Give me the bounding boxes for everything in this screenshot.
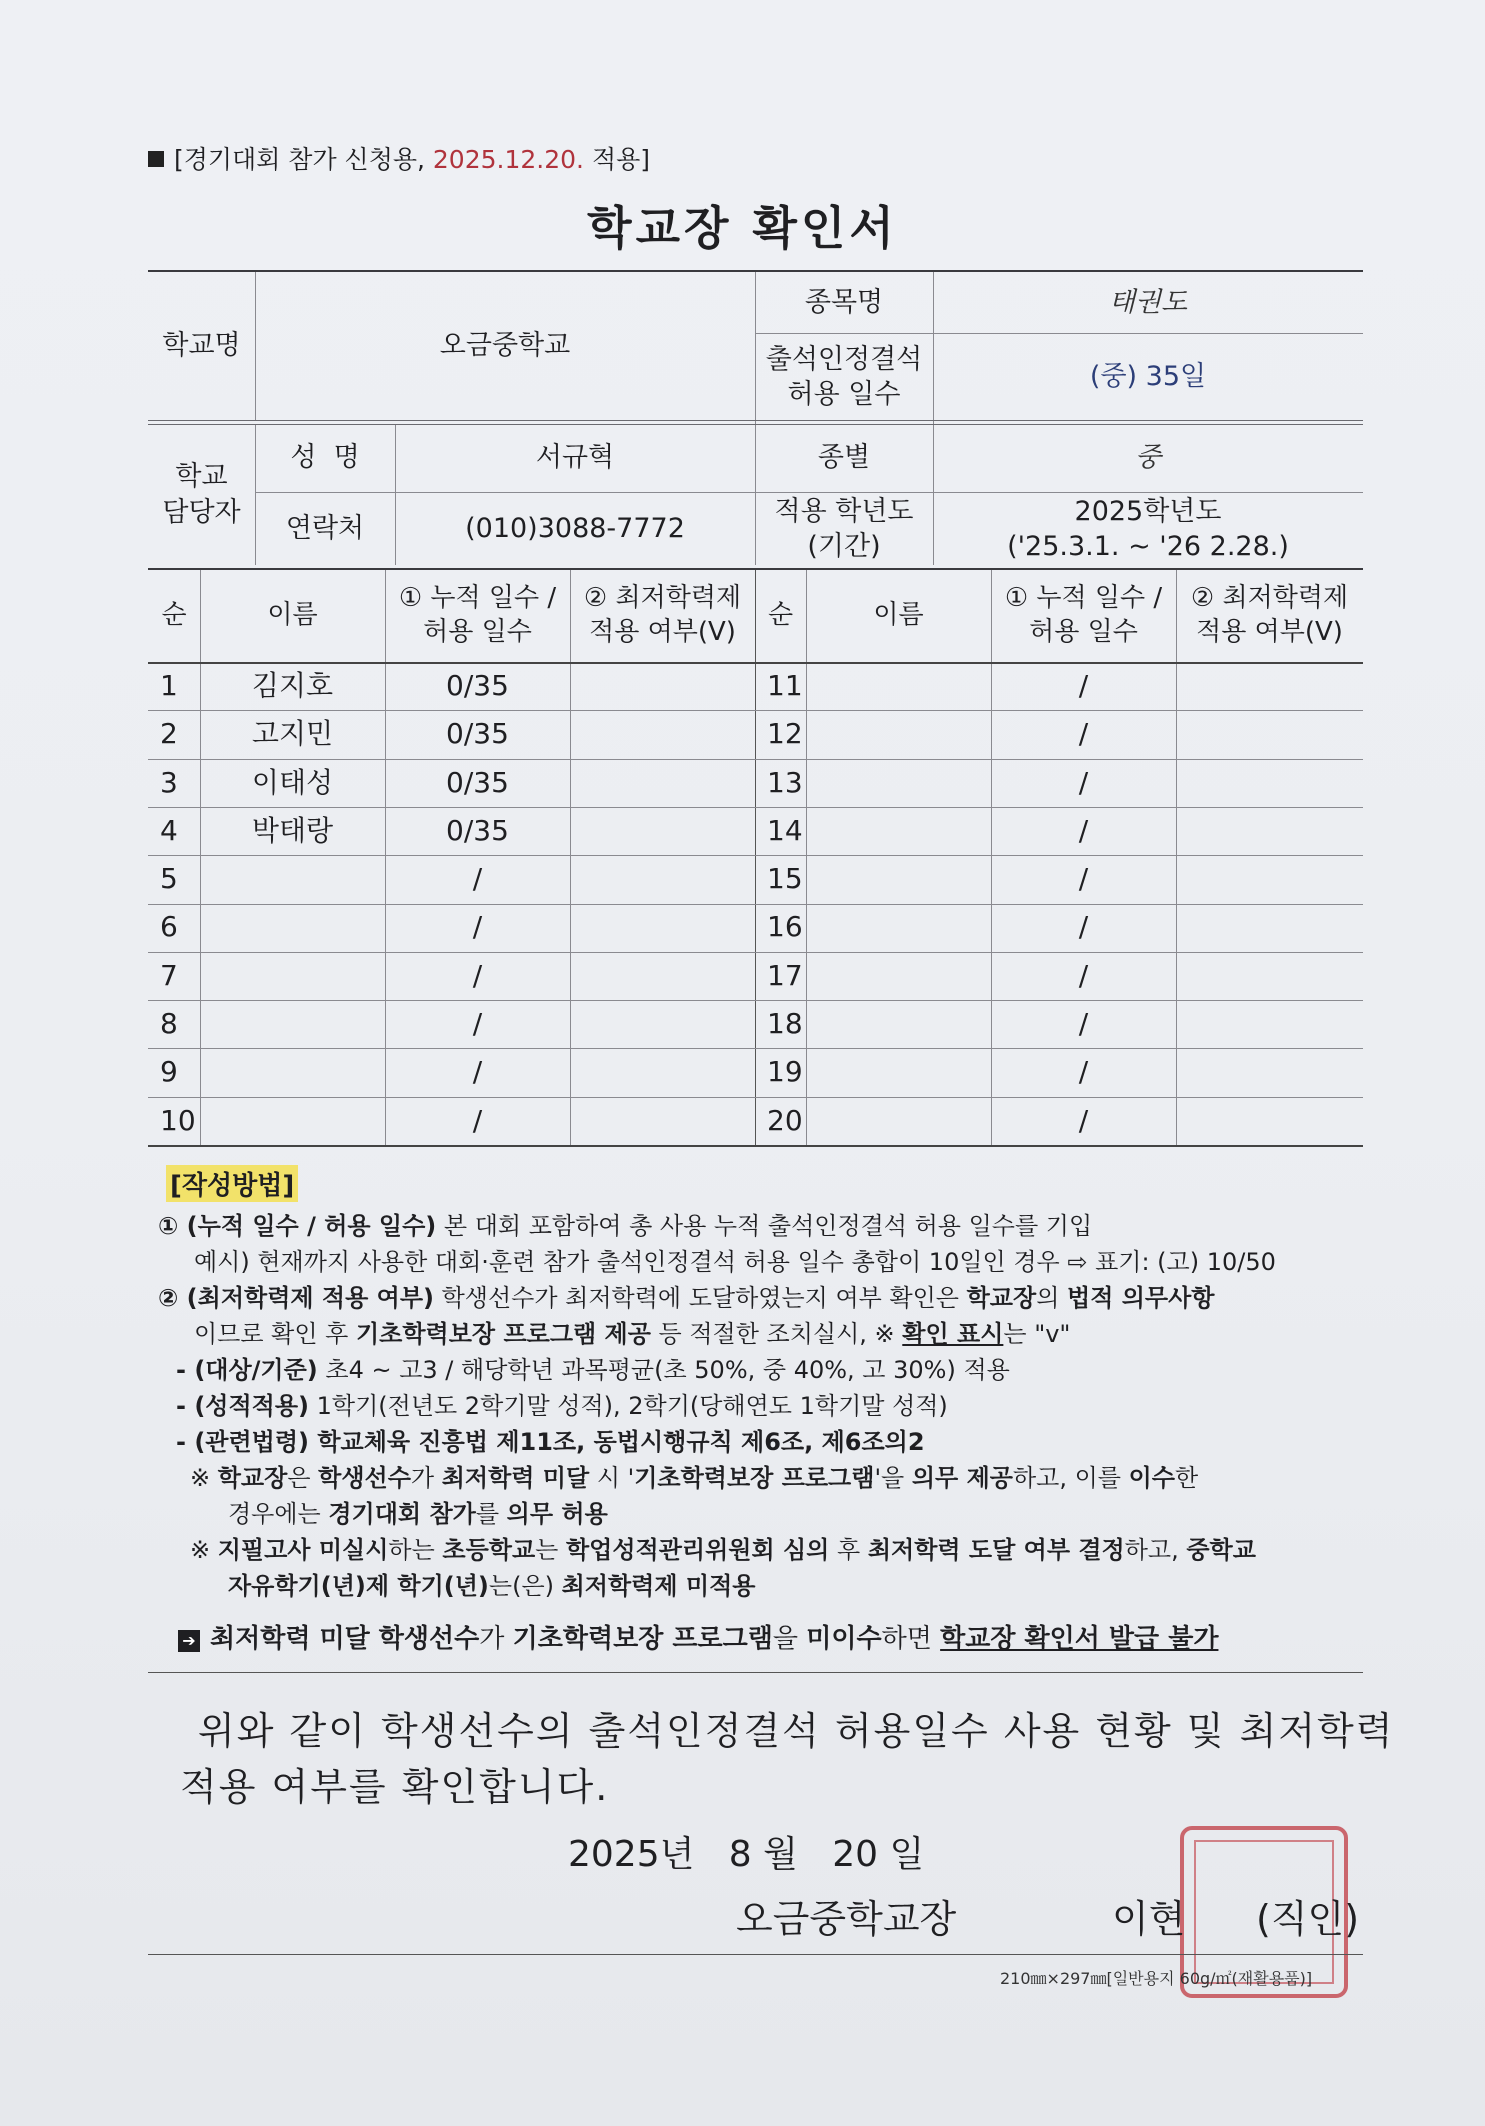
confirm-line-2: 적용 여부를 확인합니다.: [180, 1765, 610, 1809]
method-line-9: 경우에는 경기대회 참가를 의무 허용: [228, 1500, 608, 1528]
min-score-check: [1176, 1097, 1363, 1145]
used-days: /: [1078, 1055, 1089, 1089]
used-days: /: [1078, 1103, 1089, 1137]
manager-label: 학교 담당자: [162, 461, 241, 528]
student-name: [200, 1000, 385, 1048]
row-number: 17: [767, 958, 803, 992]
col-header-days: ① 누적 일수 / 허용 일수: [1004, 583, 1163, 647]
paper-spec-footer: 210㎜×297㎜[일반용지 60g/㎡(재활용품)]: [1000, 1969, 1313, 1988]
method-line-1: ① (누적 일수 / 허용 일수) 본 대회 포함하여 총 사용 누적 출석인정결석 허용 일수를 기입: [158, 1212, 1093, 1240]
student-name: 이태성: [251, 765, 334, 799]
min-score-check: [570, 952, 755, 1000]
used-days: /: [1078, 717, 1089, 751]
used-days: 0/35: [446, 717, 509, 751]
row-number: 6: [160, 910, 178, 944]
used-days: /: [472, 910, 483, 944]
method-line-11: 자유학기(년)제 학기(년)는(은) 최저학력제 미적용: [228, 1572, 756, 1600]
min-score-check: [1176, 952, 1363, 1000]
used-days: /: [1078, 668, 1089, 702]
min-score-check: [570, 710, 755, 758]
min-score-check: [1176, 1048, 1363, 1096]
student-name: [806, 662, 991, 710]
col-header-days: ① 누적 일수 / 허용 일수: [398, 583, 557, 647]
student-name: [806, 1097, 991, 1145]
used-days: /: [1078, 1007, 1089, 1041]
min-score-check: [1176, 759, 1363, 807]
student-name: [806, 1000, 991, 1048]
document-title: 학교장 확인서: [587, 201, 898, 255]
col-header-name: 이름: [873, 600, 924, 631]
contact-label: 연락처: [285, 513, 365, 545]
student-name: [806, 759, 991, 807]
principal-name: 이현: [1112, 1897, 1186, 1941]
row-number: 12: [767, 717, 803, 751]
student-name: 김지호: [251, 668, 334, 702]
seal-mark: (직인): [1256, 1897, 1360, 1941]
method-line-10: ※ 지필고사 미실시하는 초등학교는 학업성적관리위원회 심의 후 최저학력 도달 여부 결정하고, 중학교: [190, 1536, 1256, 1564]
allow-days-label: 출석인정결석 허용 일수: [765, 343, 923, 410]
row-number: 15: [767, 862, 803, 896]
min-score-check: [570, 1000, 755, 1048]
used-days: /: [472, 862, 483, 896]
method-line-6: - (성적적용) 1학기(전년도 2학기말 성적), 2학기(당해연도 1학기말 성적): [176, 1392, 948, 1420]
student-name: [806, 807, 991, 855]
min-score-check: [570, 759, 755, 807]
method-line-2: 예시) 현재까지 사용한 대회·훈련 참가 출석인정결석 허용 일수 총합이 10일인 경우 ⇨ 표기: (고) 10/50: [194, 1248, 1276, 1276]
used-days: 0/35: [446, 668, 509, 702]
school-label: 학교명: [162, 330, 241, 362]
used-days: /: [472, 1103, 483, 1137]
method-line-4: 이므로 확인 후 기초학력보장 프로그램 제공 등 적절한 조치실시, ※ 확인 표시는 "v": [194, 1320, 1071, 1348]
row-number: 11: [767, 668, 803, 702]
row-number: 19: [767, 1055, 803, 1089]
confirm-line-1: 위와 같이 학생선수의 출석인정결석 허용일수 사용 현황 및 최저학력: [198, 1709, 1395, 1753]
method-line-8: ※ 학교장은 학생선수가 최저학력 미달 시 '기초학력보장 프로그램'을 의무 제공하고, 이를 이수한: [190, 1464, 1199, 1492]
student-name: 고지민: [251, 717, 334, 751]
row-number: 8: [160, 1007, 178, 1041]
col-header-no: 순: [161, 600, 187, 631]
square-bullet-icon: [148, 151, 164, 167]
min-score-check: [1176, 855, 1363, 903]
used-days: /: [1078, 910, 1089, 944]
method-line-7: - (관련법령) 학교체육 진흥법 제11조, 동법시행규칙 제6조, 제6조의2: [176, 1428, 925, 1456]
kind-label: 종별: [817, 442, 871, 474]
min-score-check: [1176, 662, 1363, 710]
person-name-label: 성 명: [290, 442, 360, 474]
sport-label: 종목명: [804, 286, 884, 318]
min-score-check: [570, 1048, 755, 1096]
student-name: [200, 952, 385, 1000]
school-value: 오금중학교: [439, 330, 571, 362]
student-name: [806, 855, 991, 903]
principal-title: 오금중학교장: [736, 1897, 957, 1941]
min-score-check: [1176, 904, 1363, 952]
row-number: 16: [767, 910, 803, 944]
min-score-check: [1176, 710, 1363, 758]
min-score-check: [570, 662, 755, 710]
row-number: 3: [160, 765, 178, 799]
used-days: /: [472, 958, 483, 992]
student-name: [200, 1048, 385, 1096]
sport-value: 태권도: [1108, 286, 1188, 318]
row-number: 5: [160, 862, 178, 896]
row-number: 1: [160, 668, 178, 702]
row-number: 2: [160, 717, 178, 751]
min-score-check: [570, 807, 755, 855]
row-number: 7: [160, 958, 178, 992]
method-line-3: ② (최저학력제 적용 여부) 학생선수가 최저학력에 도달하였는지 여부 확인은 학교장의 법적 의무사항: [158, 1284, 1215, 1312]
student-name: [200, 1097, 385, 1145]
used-days: /: [472, 1007, 483, 1041]
apply-date: 2025.12.20.: [432, 145, 584, 174]
used-days: /: [1078, 958, 1089, 992]
used-days: 0/35: [446, 813, 509, 847]
method-title: [작성방법]: [166, 1165, 298, 1202]
student-name: [806, 904, 991, 952]
student-name: [806, 710, 991, 758]
used-days: /: [1078, 765, 1089, 799]
row-number: 9: [160, 1055, 178, 1089]
used-days: 0/35: [446, 765, 509, 799]
used-days: /: [1078, 813, 1089, 847]
col-header-min-score: ② 최저학력제 적용 여부(V): [583, 583, 742, 647]
kind-value: 중: [1134, 442, 1162, 474]
student-name: [806, 1048, 991, 1096]
usage-label: [경기대회 참가 신청용, 2025.12.20. 적용]: [148, 140, 650, 176]
row-number: 4: [160, 813, 178, 847]
person-name-value: 서규혁: [535, 442, 615, 474]
student-name: 박태랑: [251, 813, 334, 847]
year-value: 2025학년도 ('25.3.1. ~ '26 2.28.): [1007, 495, 1289, 562]
min-score-check: [570, 855, 755, 903]
col-header-no: 순: [767, 600, 794, 631]
row-number: 13: [767, 765, 803, 799]
student-name: [200, 855, 385, 903]
contact-value: (010)3088-7772: [465, 513, 685, 545]
col-header-min-score: ② 최저학력제 적용 여부(V): [1190, 583, 1349, 647]
row-number: 18: [767, 1007, 803, 1041]
confirm-date: 2025년 8 월 20 일: [568, 1834, 925, 1875]
used-days: /: [1078, 862, 1089, 896]
row-number: 20: [767, 1103, 803, 1137]
allow-days-value: (중) 35일: [1089, 361, 1207, 393]
arrow-box-icon: ➔: [178, 1630, 200, 1652]
min-score-check: [1176, 807, 1363, 855]
min-score-check: [570, 904, 755, 952]
method-line-12: ➔ 최저학력 미달 학생선수가 기초학력보장 프로그램을 미이수하면 학교장 확인서 발급 불가: [178, 1624, 1218, 1655]
method-line-5: - (대상/기준) 초4 ~ 고3 / 해당학년 과목평균(초 50%, 중 40%, 고 30%) 적용: [176, 1356, 1010, 1384]
col-header-name: 이름: [267, 600, 318, 631]
min-score-check: [1176, 1000, 1363, 1048]
row-number: 10: [160, 1103, 196, 1137]
student-name: [806, 952, 991, 1000]
year-label: 적용 학년도 (기간): [774, 495, 914, 562]
row-number: 14: [767, 813, 803, 847]
min-score-check: [570, 1097, 755, 1145]
student-name: [200, 904, 385, 952]
used-days: /: [472, 1055, 483, 1089]
